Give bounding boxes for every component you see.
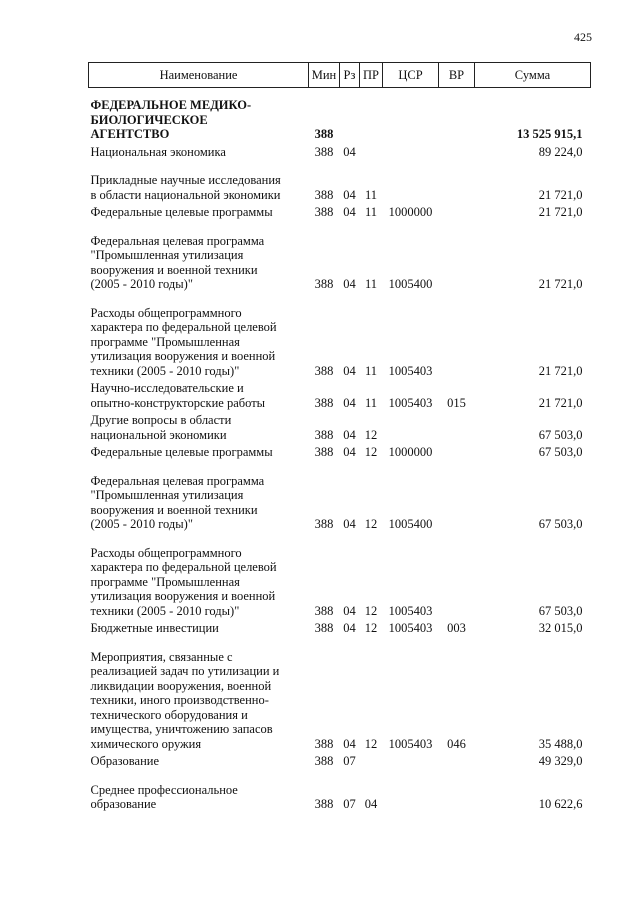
cell-vr	[439, 410, 475, 442]
cell-sum: 32 015,0	[538, 621, 583, 635]
table-row	[89, 142, 591, 160]
cell-sum: 89 224,0	[538, 144, 583, 159]
cell-csr	[383, 769, 439, 812]
cell-sum: 67 503,0	[538, 517, 583, 531]
cell-pr: 12	[364, 445, 378, 459]
cell-sum: 21 721,0	[538, 395, 583, 410]
cell-name	[89, 460, 309, 532]
cell-vr	[439, 442, 475, 460]
cell-name	[89, 410, 309, 442]
cell-pr	[360, 88, 383, 142]
cell-vr: 015	[447, 395, 466, 410]
cell-csr	[383, 88, 439, 142]
table-row	[89, 460, 591, 532]
row-name-text: Прикладные научные исследования в области национальной экономики	[90, 173, 281, 202]
cell-sum: 10 622,6	[538, 797, 583, 811]
row-name-text: Образование	[90, 754, 160, 768]
cell-name	[89, 202, 309, 220]
cell-sum: 21 721,0	[538, 363, 583, 378]
cell-min: 388	[314, 797, 334, 811]
cell-pr: 12	[364, 427, 378, 442]
cell-pr: 12	[364, 603, 378, 618]
cell-vr: 003	[447, 621, 466, 635]
table-body	[89, 88, 591, 812]
row-name-text: Федеральные целевые программы	[90, 205, 273, 219]
cell-name	[89, 769, 309, 812]
cell-min: 388	[314, 736, 334, 751]
cell-sum: 49 329,0	[538, 754, 583, 768]
cell-name	[89, 159, 309, 202]
cell-name	[89, 532, 309, 619]
cell-name	[89, 636, 309, 752]
cell-min: 388	[314, 603, 334, 618]
cell-name	[89, 751, 309, 769]
cell-vr	[439, 292, 475, 379]
cell-min: 388	[314, 144, 334, 159]
cell-rz: 04	[343, 363, 356, 378]
table-row	[89, 410, 591, 442]
cell-rz: 04	[343, 205, 356, 219]
cell-rz: 04	[343, 445, 356, 459]
cell-name	[89, 88, 309, 142]
header-sum: Сумма	[475, 63, 591, 88]
cell-vr	[439, 220, 475, 292]
cell-pr: 12	[364, 621, 378, 635]
cell-min: 388	[314, 187, 334, 202]
table-header	[89, 63, 591, 88]
table-row	[89, 618, 591, 636]
cell-vr	[439, 751, 475, 769]
cell-rz: 04	[343, 427, 356, 442]
cell-csr: 1005403	[388, 736, 433, 751]
cell-csr: 1000000	[388, 205, 433, 219]
cell-vr	[439, 460, 475, 532]
row-name-text: Другие вопросы в области национальной экономики	[90, 413, 232, 442]
cell-csr: 1005400	[388, 277, 433, 291]
cell-vr: 046	[447, 736, 466, 751]
cell-csr: 1000000	[388, 445, 433, 459]
cell-min: 388	[314, 445, 334, 459]
cell-sum: 67 503,0	[538, 427, 583, 442]
cell-pr	[360, 142, 383, 160]
cell-vr	[439, 769, 475, 812]
row-name-text: Бюджетные инвестиции	[90, 621, 219, 635]
cell-csr: 1005403	[388, 363, 433, 378]
cell-pr: 11	[364, 187, 378, 202]
cell-csr	[383, 159, 439, 202]
table-row	[89, 159, 591, 202]
cell-rz: 04	[343, 144, 356, 159]
cell-vr	[439, 532, 475, 619]
cell-pr: 11	[364, 363, 378, 378]
cell-pr: 11	[364, 205, 378, 219]
cell-rz: 04	[343, 277, 356, 291]
cell-sum: 21 721,0	[538, 187, 583, 202]
header-pr: ПР	[360, 63, 383, 88]
header-rz: Рз	[340, 63, 360, 88]
cell-min: 388	[314, 517, 334, 531]
cell-rz	[340, 88, 360, 142]
cell-min: 388	[314, 621, 334, 635]
cell-pr: 11	[364, 395, 378, 410]
header-min: Мин	[309, 63, 340, 88]
cell-rz: 04	[343, 621, 356, 635]
cell-min: 388	[314, 395, 334, 410]
cell-vr	[439, 159, 475, 202]
cell-name	[89, 142, 309, 160]
row-name-text: Расходы общепрограммного характера по федеральной целевой программе "Промышленная утилизация вооружения и военной техники (2005 - 2010 годы)"	[90, 545, 277, 618]
row-name-text: ФЕДЕРАЛЬНОЕ МЕДИКО- БИОЛОГИЧЕСКОЕ АГЕНТСТВО	[90, 98, 252, 141]
cell-rz: 07	[343, 754, 356, 768]
table-row	[89, 220, 591, 292]
row-name-text: Федеральные целевые программы	[90, 445, 273, 459]
cell-rz: 04	[343, 736, 356, 751]
cell-vr	[439, 202, 475, 220]
cell-csr: 1005403	[388, 621, 433, 635]
cell-name	[89, 442, 309, 460]
cell-pr	[360, 751, 383, 769]
cell-rz: 04	[343, 517, 356, 531]
row-name-text: Расходы общепрограммного характера по федеральной целевой программе "Промышленная утилизация вооружения и военной техники (2005 - 2010 годы)"	[90, 305, 277, 378]
cell-rz: 04	[343, 187, 356, 202]
cell-csr	[383, 410, 439, 442]
cell-csr	[383, 142, 439, 160]
cell-name	[89, 378, 309, 410]
table-row	[89, 378, 591, 410]
cell-rz: 07	[343, 797, 356, 811]
cell-sum: 21 721,0	[538, 277, 583, 291]
cell-min: 388	[314, 363, 334, 378]
cell-vr	[439, 88, 475, 142]
cell-pr: 12	[364, 517, 378, 531]
cell-rz: 04	[343, 395, 356, 410]
cell-sum: 13 525 915,1	[516, 127, 583, 141]
cell-min: 388	[314, 277, 334, 291]
cell-csr	[383, 751, 439, 769]
cell-name	[89, 618, 309, 636]
cell-sum: 35 488,0	[538, 736, 583, 751]
cell-sum: 21 721,0	[538, 205, 583, 219]
cell-sum: 67 503,0	[538, 445, 583, 459]
header-name: Наименование	[89, 63, 309, 88]
cell-csr: 1005403	[388, 395, 433, 410]
row-name-text: Среднее профессиональное образование	[90, 782, 238, 811]
cell-name	[89, 220, 309, 292]
table-row	[89, 751, 591, 769]
header-csr: ЦСР	[383, 63, 439, 88]
cell-pr: 11	[364, 277, 378, 291]
row-name-text: Мероприятия, связанные с реализацией задач по утилизации и ликвидации вооружения, военной техники, иного производственно- технического оборудования и имущества, уничтожению запасов химического оружия	[90, 649, 280, 751]
cell-pr: 12	[364, 736, 378, 751]
table-row	[89, 636, 591, 752]
table-row	[89, 88, 591, 142]
cell-pr: 04	[364, 797, 378, 811]
cell-min: 388	[314, 127, 334, 141]
table-row	[89, 292, 591, 379]
cell-rz: 04	[343, 603, 356, 618]
table-row	[89, 769, 591, 812]
cell-min: 388	[314, 205, 334, 219]
cell-sum: 67 503,0	[538, 603, 583, 618]
cell-vr	[439, 142, 475, 160]
row-name-text: Федеральная целевая программа "Промышленная утилизация вооружения и военной техники (2005 - 2010 годы)"	[90, 233, 265, 291]
table-row	[89, 202, 591, 220]
cell-min: 388	[314, 754, 334, 768]
cell-csr: 1005400	[388, 517, 433, 531]
cell-name	[89, 292, 309, 379]
cell-csr: 1005403	[388, 603, 433, 618]
cell-min: 388	[314, 427, 334, 442]
table-row	[89, 442, 591, 460]
page-number: 425	[574, 30, 592, 44]
table-row	[89, 532, 591, 619]
row-name-text: Федеральная целевая программа "Промышленная утилизация вооружения и военной техники (2005 - 2010 годы)"	[90, 473, 265, 531]
row-name-text: Научно-исследовательские и опытно-конструкторские работы	[90, 381, 266, 410]
row-name-text: Национальная экономика	[90, 144, 226, 159]
header-vr: ВР	[439, 63, 475, 88]
budget-table	[88, 62, 591, 812]
